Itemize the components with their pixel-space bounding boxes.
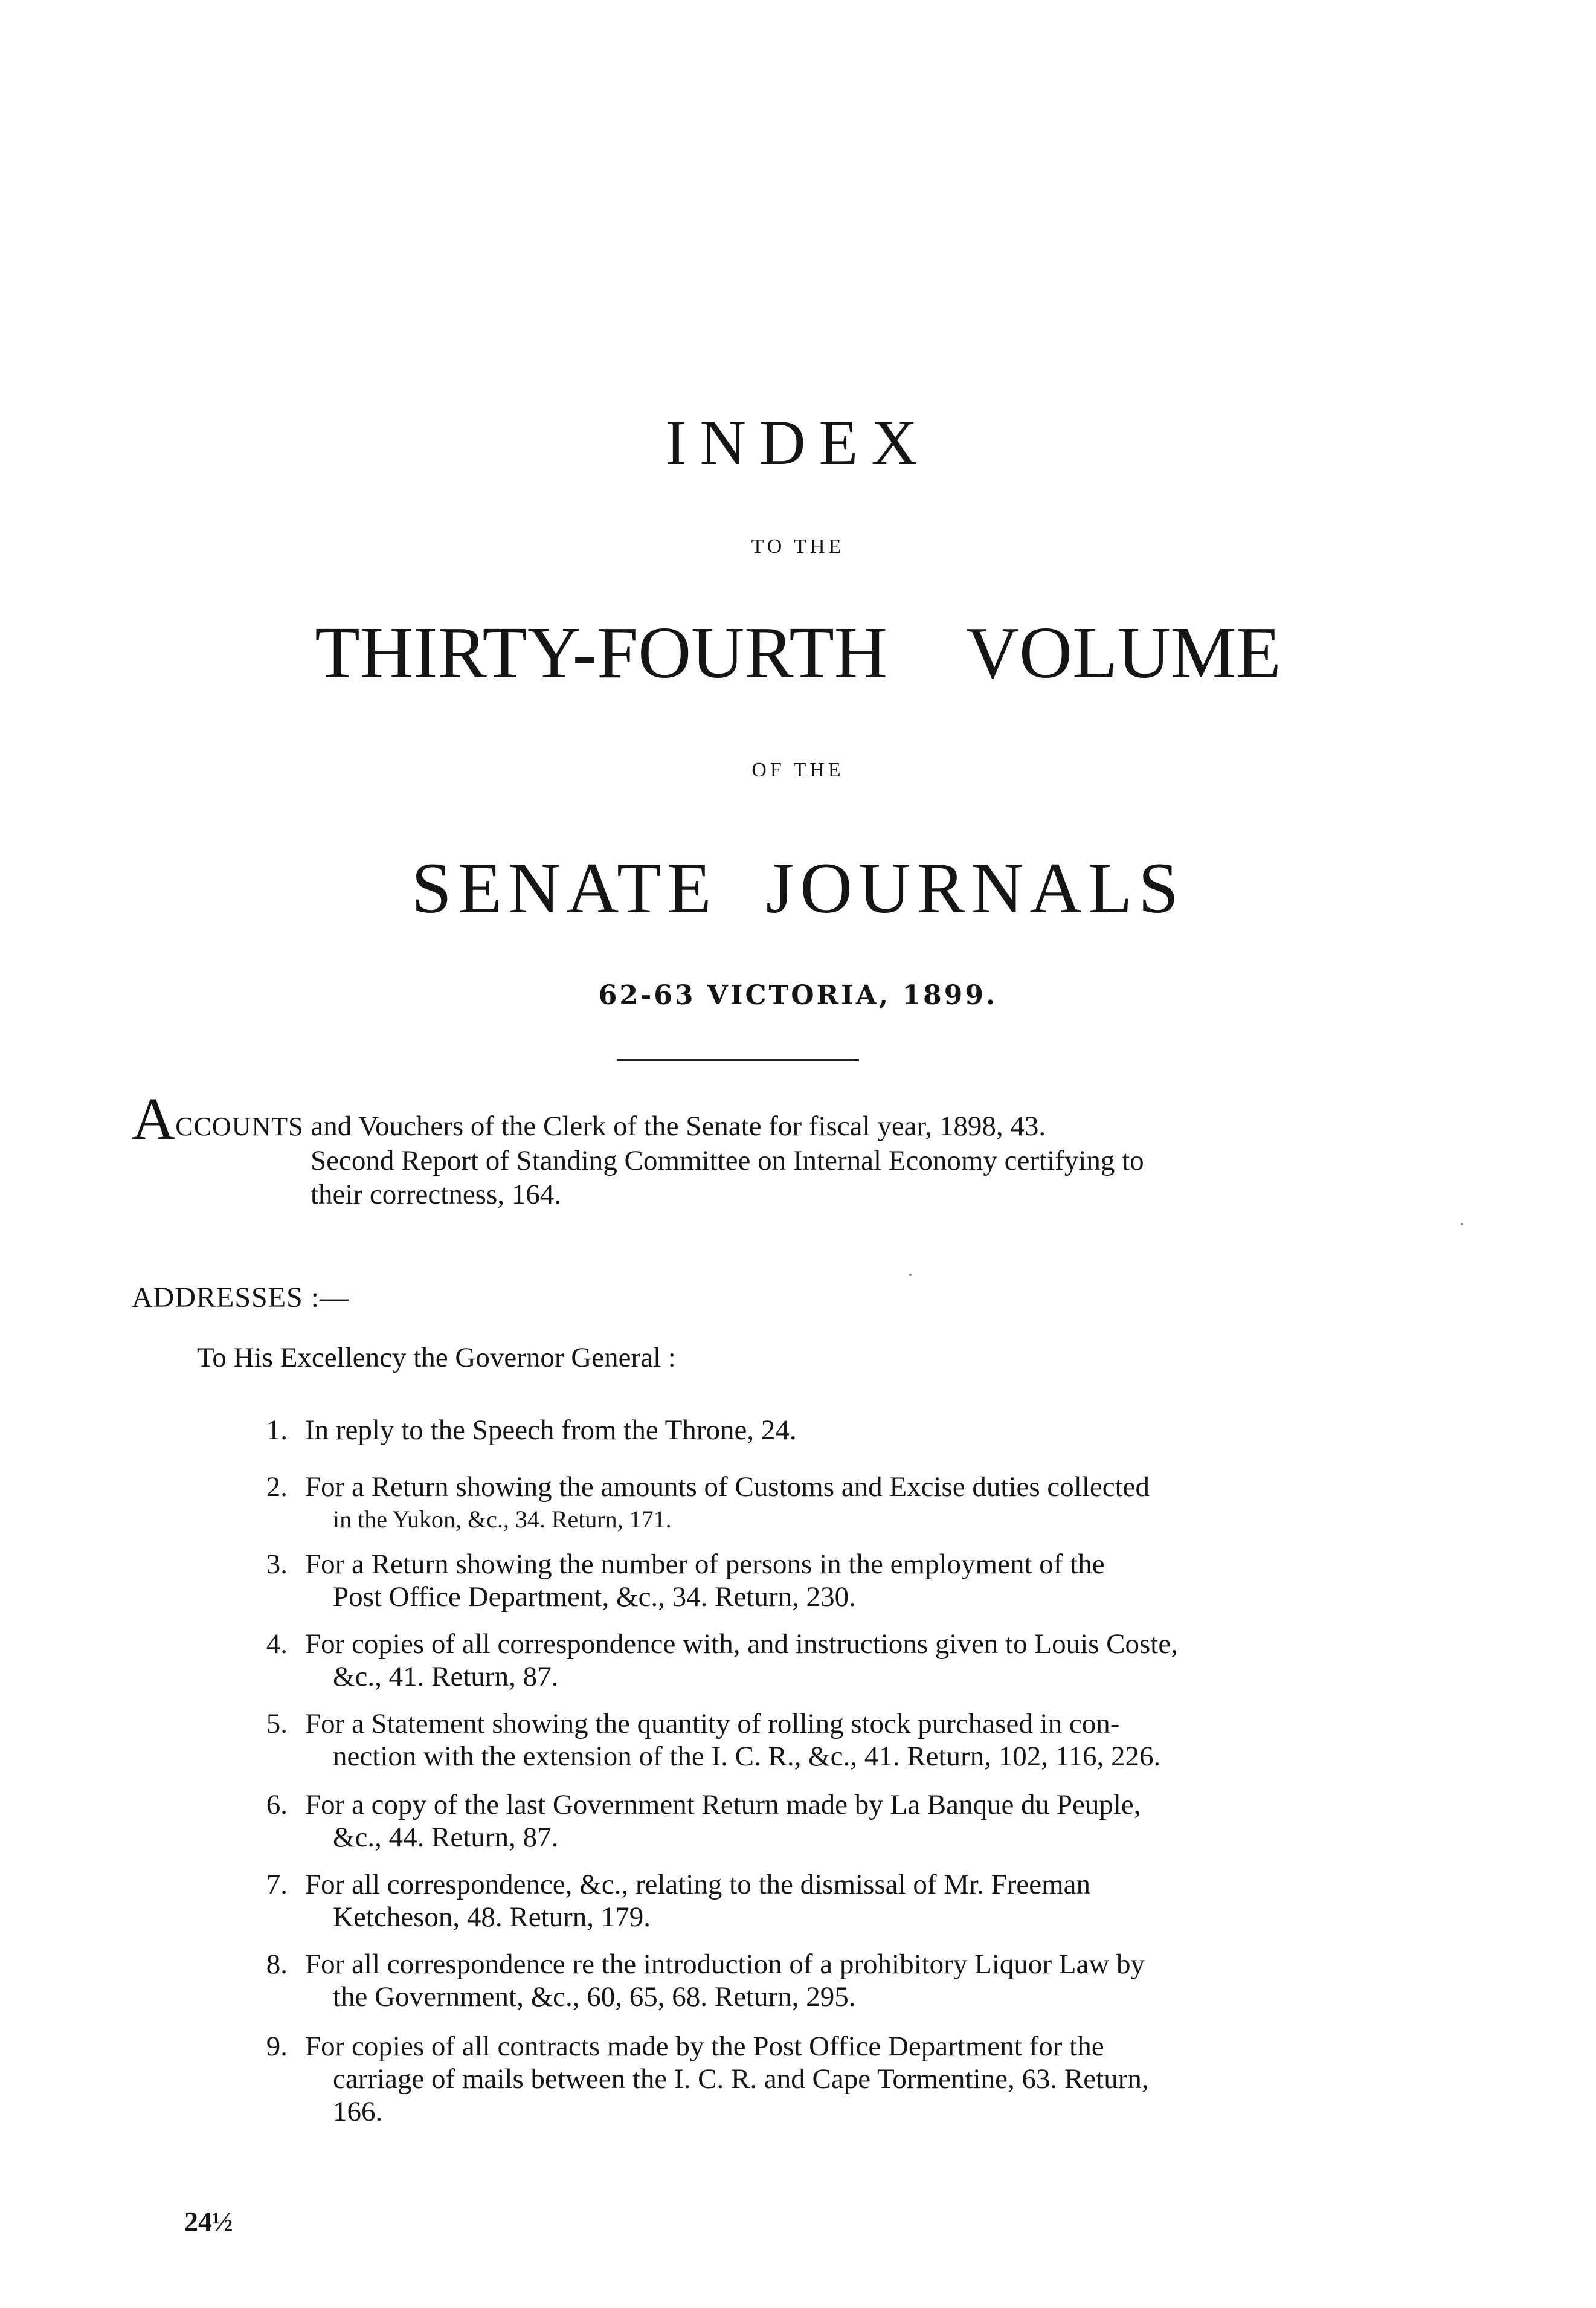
volume-heading-part1: THIRTY-FOURTH [315,612,887,694]
item-number: 6. [266,1789,288,1820]
session-line: 62-63 VICTORIA, 1899. [598,980,998,1011]
item-text [305,1628,1361,1693]
item-text [305,1471,1361,1536]
item-line: For a Statement showing the quantity of rolling stock purchased in con- [305,1708,1120,1739]
item-number: 3. [266,1549,288,1580]
paper-speck [909,1274,912,1276]
item-line: For copies of all correspondence with, and instructions given to Louis Coste, [305,1628,1178,1660]
item-line: In reply to the Speech from the Throne, 24. [305,1414,797,1446]
accounts-line2: Second Report of Standing Committee on Internal Economy certifying to [311,1145,1144,1176]
item-number: 1. [266,1414,288,1446]
item-line: For a Return showing the number of persons in the employment of the [305,1549,1105,1580]
index-heading: INDEX [665,407,931,478]
item-line: For copies of all contracts made by the Post Office Department for the [305,2031,1104,2062]
journals-heading [0,848,1596,928]
item-text [305,1707,1361,1773]
addresses-heading: ADDRESSES :— [132,1281,350,1314]
item-text [305,1788,1361,1854]
of-the-label: OF THE [751,759,845,781]
to-the-label: TO THE [751,535,845,558]
item-line: For all correspondence, &c., relating to the dismissal of Mr. Freeman [305,1869,1091,1900]
accounts-line3: their correctness, 164. [311,1179,562,1210]
item-line: Post Office Department, &c., 34. Return, 230. [333,1581,856,1613]
item-text [305,1868,1361,1933]
accounts-entry-line1 [132,1085,1361,1152]
accounts-entry-continuation [311,1144,1361,1211]
accounts-entry [132,1085,1361,1211]
drop-initial: A [132,1085,176,1152]
volume-heading-part2: VOLUME [965,612,1281,694]
journals-heading-part2: JOURNALS [765,848,1185,928]
item-line: For a copy of the last Government Return made by La Banque du Peuple, [305,1789,1141,1820]
journals-heading-part1: SENATE [411,848,718,928]
item-number: 9. [266,2031,288,2062]
volume-heading [0,612,1596,694]
accounts-line1-text: and Vouchers of the Clerk of the Senate for fiscal year, 1898, 43. [303,1110,1046,1142]
item-number: 7. [266,1869,288,1900]
accounts-caps: CCOUNTS [175,1112,304,1141]
paper-speck [1461,1223,1463,1225]
item-line: 166. [333,2096,383,2127]
item-line: For all correspondence re the introduction of a prohibitory Liquor Law by [305,1949,1145,1980]
item-number: 5. [266,1708,288,1739]
addresses-subheading: To His Excellency the Governor General : [197,1342,676,1373]
title-divider [617,1059,859,1061]
item-line: For a Return showing the amounts of Customs and Excise duties collected [305,1471,1150,1503]
item-number: 2. [266,1471,288,1503]
page-signature-mark: 24½ [184,2206,233,2237]
item-line: in the Yukon, &c., 34. Return, 171. [333,1506,672,1533]
item-line: carriage of mails between the I. C. R. and Cape Tormentine, 63. Return, [333,2063,1149,2095]
item-line: &c., 41. Return, 87. [333,1661,559,1692]
item-line: the Government, &c., 60, 65, 68. Return, 295. [333,1981,856,2013]
item-line: &c., 44. Return, 87. [333,1822,559,1853]
item-text [305,2030,1361,2128]
item-number: 4. [266,1628,288,1660]
item-line: nection with the extension of the I. C. R., &c., 41. Return, 102, 116, 226. [333,1741,1161,1772]
item-number: 8. [266,1949,288,1980]
item-text [305,1548,1361,1613]
item-text [305,1948,1361,2013]
item-text [305,1414,1361,1446]
item-line: Ketcheson, 48. Return, 179. [333,1901,651,1933]
